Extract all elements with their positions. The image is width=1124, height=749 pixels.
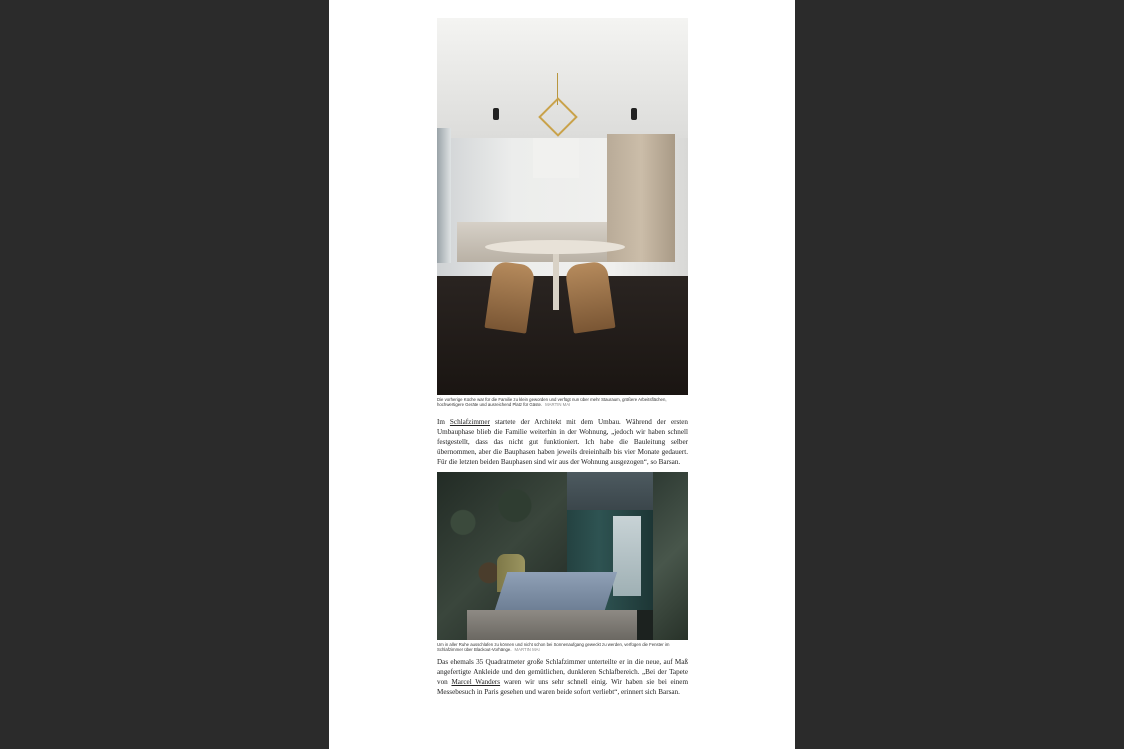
paragraph: Im Schlafzimmer startete der Architekt mit dem Umbau. Während der ersten Umbauphase blieb die Familie weiterhin in der Wohnung, „jedoch wir haben schnell festgestellt, dass das nicht gut funktioniert. Ich habe die Bauleitung selber übernommen, aber die Bauphasen haben jeweils dreieinhalb bis vier Monate gedauert. Für die letzten beiden Bauphasen sind wir aus der Wohnung ausgezogen“, so Barsan.	[437, 418, 688, 466]
link-marcel-wanders[interactable]: Marcel Wanders	[451, 677, 501, 686]
bedroom-photo	[437, 472, 688, 640]
photo-credit: MARTIN MAI	[545, 402, 571, 408]
paragraph: Das ehemals 35 Quadratmeter große Schlafzimmer unterteilte er in die neue, auf Maß angefertigte Ankleide und den gemütlichen, dunkleren Schlafbereich. „Bei der Tapete von Marcel Wanders waren wir uns sehr schnell einig. Wir haben sie bei einem Messebesuch in Paris gesehen und waren beide sofort verliebt“, erinnert sich Barsan.	[437, 658, 688, 696]
photo-credit: MARTIN MAI	[514, 647, 540, 653]
bedroom-caption: Um in aller Ruhe ausschlafen zu können und nicht schon bei Sonnenaufgang geweckt zu werden, verfügen die Fenster im Schlafzimmer über Blackout-Vorhänge. MARTIN MAI	[437, 642, 670, 653]
article-page	[329, 0, 795, 749]
kitchen-caption: Die vorherige Küche war für die Familie zu klein geworden und verfügt nun über mehr Stauraum, größere Arbeitsflächen, hochwertigere Geräte und ausreichend Platz für Gäste. MARTIN MAI	[437, 397, 667, 408]
dining-table	[485, 240, 625, 254]
link-schlafzimmer[interactable]: Schlafzimmer	[449, 418, 490, 426]
kitchen-photo	[437, 18, 688, 395]
bed	[495, 572, 617, 610]
